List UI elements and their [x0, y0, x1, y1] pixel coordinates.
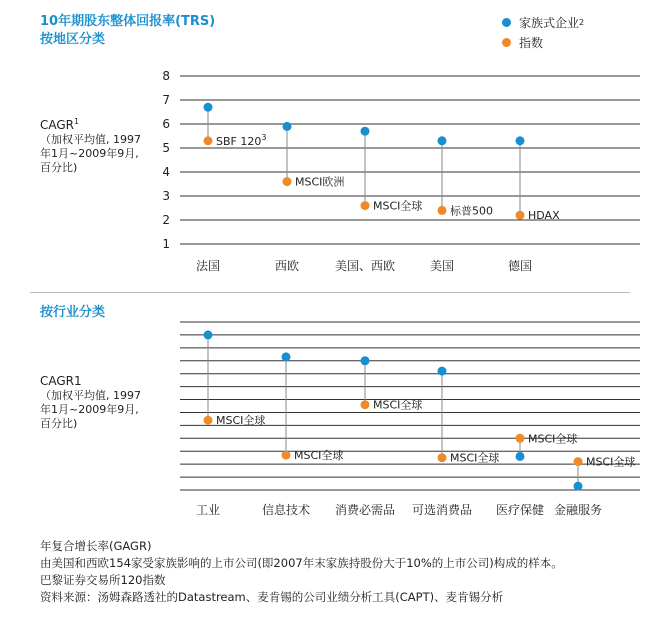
- legend-label-index: 指数: [519, 35, 544, 50]
- chart2-category-label: 医疗保健: [495, 503, 545, 517]
- chart1-ytick-label: 8: [162, 69, 170, 83]
- chart2-point-label: MSCI全球: [528, 432, 578, 446]
- chart1-ylabel-note-3: 百分比): [40, 161, 78, 174]
- section-title-industry: 按行业分类: [40, 305, 106, 320]
- chart1-ytick-label: 2: [162, 213, 170, 227]
- chart1-ytick-label: 6: [162, 117, 170, 131]
- chart1-category-label: 法国: [195, 259, 221, 273]
- chart1-ytick-label: 3: [162, 189, 170, 203]
- chart1-ytick-label: 4: [162, 165, 170, 179]
- chart-title: 10年期股东整体回报率(TRS): [40, 14, 216, 29]
- chart1-point-index: [204, 136, 213, 145]
- chart2-category-label: 消费必需品: [334, 503, 396, 517]
- chart2-point-family: [361, 356, 370, 365]
- chart1-point-family: [516, 136, 525, 145]
- chart1-point-label: MSCI全球: [373, 199, 423, 213]
- chart1-point-family: [438, 136, 447, 145]
- chart1-point-index: [438, 206, 447, 215]
- chart2-category-label: 可选消费品: [411, 503, 473, 517]
- footnote-4: 资料来源：汤姆森路透社的Datastream、麦肯锡的公司业绩分析工具(CAPT)、麦肯锡分析: [40, 590, 504, 604]
- chart2-point-index: [516, 434, 525, 443]
- chart2-point-family: [438, 367, 447, 376]
- chart2-point-family: [204, 330, 213, 339]
- chart2-ylabel-note-1: （加权平均值, 1997: [40, 389, 141, 402]
- chart2-point-family: [282, 352, 291, 361]
- chart2-point-index: [204, 416, 213, 425]
- chart1-ylabel-sup: 1: [74, 117, 80, 126]
- chart2-category-label: 信息技术: [261, 503, 311, 517]
- legend-label-family-sup: 2: [579, 17, 585, 27]
- footnote-3: 巴黎证券交易所120指数: [40, 573, 166, 587]
- chart1-point-family: [361, 127, 370, 136]
- chart2-category-label: 工业: [195, 503, 221, 517]
- chart2-ylabel-note-3: 百分比): [40, 417, 78, 430]
- industry-chart: [0, 300, 660, 530]
- chart2-point-index: [574, 457, 583, 466]
- chart1-ylabel-text: CAGR: [40, 118, 75, 132]
- chart1-ylabel-note-1: （加权平均值, 1997: [40, 133, 141, 146]
- chart2-ylabel-note-2: 年1月~2009年9月,: [40, 403, 139, 416]
- legend-label-family: 家族式企业: [519, 15, 580, 30]
- section-title-region: 按地区分类: [40, 32, 106, 47]
- chart1-point-index: [283, 177, 292, 186]
- chart1-point-index: [361, 201, 370, 210]
- chart1-point-label: HDAX: [528, 209, 560, 223]
- chart2-point-index: [282, 451, 291, 460]
- chart1-ylabel-note-2: 年1月~2009年9月,: [40, 147, 139, 160]
- footnote-1: 年复合增长率(GAGR): [40, 539, 152, 553]
- chart1-ytick-label: 1: [162, 237, 170, 251]
- chart2-point-family: [574, 482, 583, 491]
- chart2-point-index: [438, 453, 447, 462]
- chart2-point-label: MSCI全球: [294, 449, 344, 463]
- chart1-ytick-label: 7: [162, 93, 170, 107]
- chart2-category-label: 金融服务: [553, 503, 603, 517]
- chart1-ytick-label: 5: [162, 141, 170, 155]
- chart2-point-label: MSCI全球: [373, 398, 423, 412]
- chart1-point-index: [516, 211, 525, 220]
- chart2-point-label: MSCI全球: [216, 414, 266, 428]
- chart2-ylabel-text: CAGR1: [40, 374, 82, 388]
- footnotes: [40, 538, 563, 606]
- chart1-point-family: [283, 122, 292, 131]
- chart2-point-family: [516, 452, 525, 461]
- chart1-point-label: SBF $120^3$: [216, 132, 267, 148]
- chart1-point-label: MSCI欧洲: [295, 175, 345, 189]
- chart2-point-label: MSCI全球: [450, 451, 500, 465]
- chart1-point-family: [204, 103, 213, 112]
- chart2-point-index: [361, 400, 370, 409]
- chart1-category-label: 美国: [429, 259, 455, 273]
- chart1-category-label: 美国、西欧: [334, 259, 396, 273]
- chart2-point-label: MSCI全球: [586, 455, 636, 469]
- region-chart: [0, 0, 660, 290]
- chart1-point-label: 标普500: [450, 204, 493, 218]
- chart1-category-label: 德国: [507, 259, 533, 273]
- footnote-2: 由美国和西欧154家受家族影响的上市公司(即2007年末家族持股份大于10%的上市公司)构成的样本。: [40, 556, 563, 570]
- chart1-category-label: 西欧: [274, 259, 300, 273]
- section-divider: [30, 292, 630, 293]
